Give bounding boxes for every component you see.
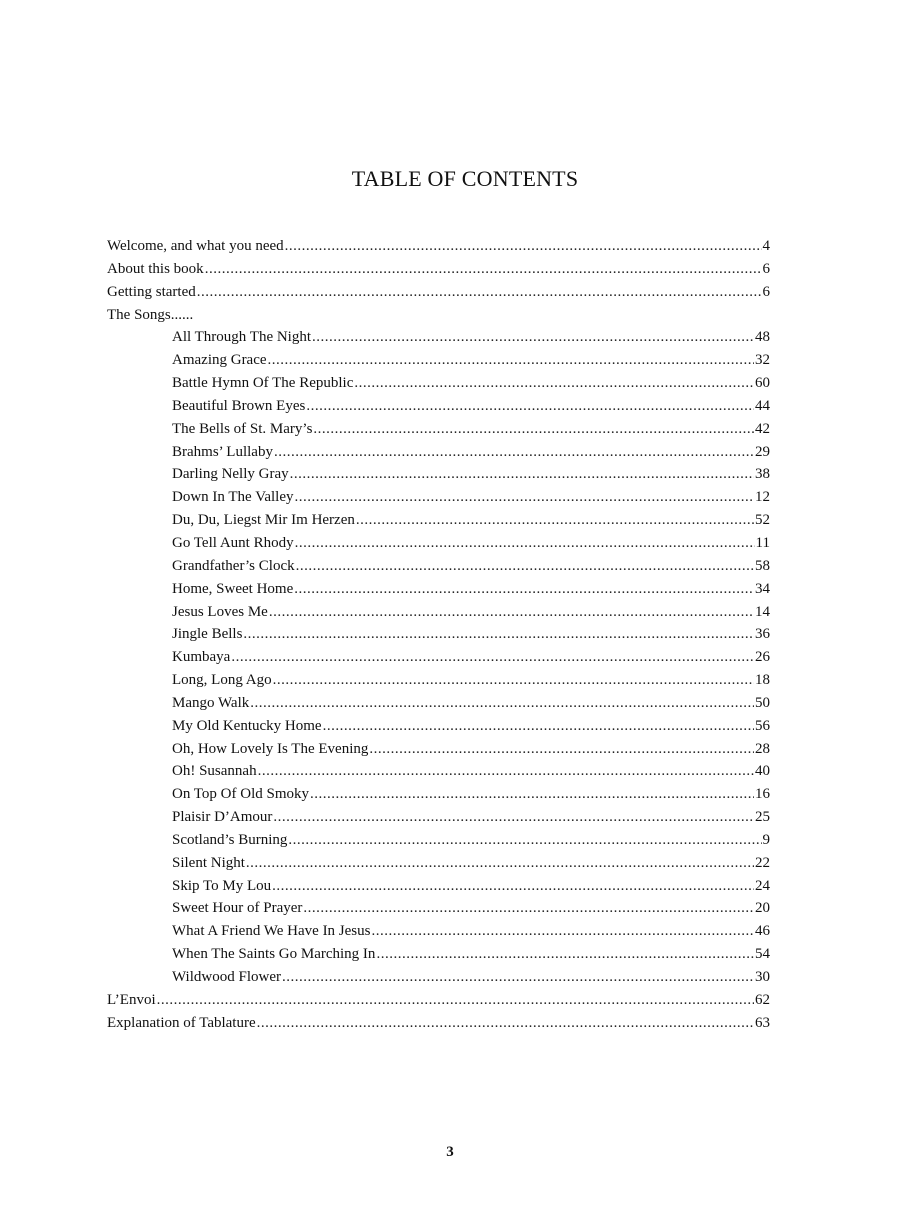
toc-entry (107, 281, 770, 304)
dot-leader (157, 989, 754, 1012)
song-title: Go Tell Aunt Rhody (172, 534, 294, 551)
toc-song-entry (107, 623, 770, 646)
song-title: Long, Long Ago (172, 672, 272, 689)
song-page: 60 (755, 375, 770, 392)
toc-song-entry (107, 783, 770, 806)
toc-song-entry (107, 326, 770, 349)
toc-song-entry (107, 806, 770, 829)
song-page: 32 (755, 352, 770, 369)
dot-leader (306, 395, 754, 418)
song-page: 16 (755, 786, 770, 803)
song-title: When The Saints Go Marching In (172, 946, 376, 963)
dot-leader (371, 920, 754, 943)
song-title: The Bells of St. Mary’s (172, 420, 313, 437)
song-page: 14 (755, 603, 770, 620)
song-title: Du, Du, Liegst Mir Im Herzen (172, 512, 355, 529)
song-page: 26 (755, 649, 770, 666)
song-title: Battle Hymn Of The Republic (172, 375, 354, 392)
toc-song-entry (107, 349, 770, 372)
song-page: 54 (755, 946, 770, 963)
toc-song-entry (107, 738, 770, 761)
song-page: 56 (755, 717, 770, 734)
dot-leader (312, 326, 754, 349)
toc-entry-title: L’Envoi (107, 991, 156, 1008)
song-title: Wildwood Flower (172, 969, 281, 985)
dot-leader (273, 806, 754, 829)
toc-entry-title: About this book (107, 260, 204, 277)
dot-leader (354, 372, 754, 395)
toc-song-entry (107, 829, 770, 852)
dot-leader (295, 486, 754, 509)
toc-section-heading (107, 304, 770, 327)
toc-entry (107, 989, 770, 1012)
song-page: 25 (755, 809, 770, 826)
song-title: Plaisir D’Amour (172, 809, 273, 826)
page-title: TABLE OF CONTENTS (351, 166, 579, 191)
toc-song-entry (107, 852, 770, 875)
table-of-contents (107, 235, 770, 1035)
toc-song-entry (107, 760, 770, 783)
song-page: 18 (755, 672, 770, 689)
toc-song-entry (107, 875, 770, 898)
song-title: Scotland’s Burning (172, 831, 288, 848)
toc-song-entry (107, 486, 770, 509)
toc-song-entry (107, 692, 770, 715)
song-page: 36 (755, 626, 770, 643)
song-title: Oh, How Lovely Is The Evening (172, 740, 369, 757)
toc-song-entry (107, 395, 770, 418)
song-page: 34 (755, 580, 770, 597)
dot-leader (310, 783, 754, 806)
dot-leader (296, 555, 754, 578)
toc-entry-page: 6 (762, 260, 770, 277)
song-title: Kumbaya (172, 649, 231, 666)
dot-leader (288, 829, 761, 852)
song-title: Grandfather’s Clock (172, 557, 295, 574)
toc-song-entry (107, 897, 770, 920)
song-title: Silent Night (172, 854, 245, 871)
toc-song-entry (107, 601, 770, 624)
toc-entry-page: 4 (762, 238, 770, 254)
song-page: 44 (755, 397, 770, 414)
dot-leader (323, 715, 754, 738)
song-title: Darling Nelly Gray (172, 466, 289, 483)
dot-leader (257, 1012, 754, 1035)
toc-song-entry (107, 669, 770, 692)
toc-entry-title: Getting started (107, 283, 196, 300)
song-page: 29 (755, 443, 770, 460)
toc-song-entry (107, 509, 770, 532)
toc-song-entry (107, 943, 770, 966)
dot-leader (369, 738, 754, 761)
dot-leader (294, 578, 754, 601)
song-title: Mango Walk (172, 694, 250, 711)
dot-leader (269, 601, 754, 624)
song-title: Brahms’ Lullaby (172, 443, 273, 460)
song-page: 58 (755, 557, 770, 574)
dot-leader (356, 509, 754, 532)
dot-leader (250, 692, 754, 715)
song-page: 20 (755, 900, 770, 917)
toc-entry-page: 6 (762, 283, 770, 300)
song-page: 9 (762, 831, 770, 848)
song-page: 42 (755, 420, 770, 437)
song-page: 52 (755, 512, 770, 529)
dot-leader (273, 669, 754, 692)
page-number: 3 (446, 1144, 454, 1160)
toc-song-entry (107, 441, 770, 464)
song-page: 30 (755, 969, 770, 985)
song-page: 24 (755, 877, 770, 894)
toc-entry (107, 235, 770, 258)
song-page: 46 (755, 923, 770, 940)
dot-leader (313, 418, 754, 441)
toc-song-entry (107, 418, 770, 441)
song-title: Sweet Hour of Prayer (172, 900, 303, 917)
song-page: 22 (755, 854, 770, 871)
dot-leader (274, 441, 754, 464)
song-title: What A Friend We Have In Jesus (172, 923, 371, 940)
song-title: Beautiful Brown Eyes (172, 397, 306, 414)
toc-song-entry (107, 463, 770, 486)
toc-entry-title: Explanation of Tablature (107, 1014, 256, 1031)
dot-leader (246, 852, 754, 875)
toc-song-entry (107, 715, 770, 738)
dot-leader (197, 281, 762, 304)
dot-leader (205, 258, 762, 281)
songs-heading: The Songs...... (107, 306, 194, 323)
song-title: Amazing Grace (172, 352, 267, 369)
dot-leader (290, 463, 754, 486)
song-page: 48 (755, 329, 770, 346)
dot-leader (243, 623, 754, 646)
song-title: All Through The Night (172, 329, 312, 346)
song-page: 40 (755, 763, 770, 780)
dot-leader (268, 349, 754, 372)
song-title: Jesus Loves Me (172, 603, 268, 620)
song-title: Jingle Bells (172, 626, 243, 643)
dot-leader (282, 966, 754, 989)
dot-leader (303, 897, 754, 920)
toc-entry-title: Welcome, and what you need (107, 238, 284, 254)
toc-song-entry (107, 966, 770, 989)
toc-entry-page: 63 (755, 1014, 770, 1031)
toc-song-entry (107, 646, 770, 669)
toc-entry-page: 62 (755, 991, 770, 1008)
song-title: Down In The Valley (172, 489, 294, 506)
dot-leader (295, 532, 755, 555)
toc-song-entry (107, 578, 770, 601)
toc-entry (107, 1012, 770, 1035)
song-title: My Old Kentucky Home (172, 717, 322, 734)
song-page: 38 (755, 466, 770, 483)
song-page: 50 (755, 694, 770, 711)
toc-song-entry (107, 555, 770, 578)
toc-song-entry (107, 532, 770, 555)
song-title: Skip To My Lou (172, 877, 272, 894)
song-page: 11 (755, 534, 770, 551)
song-title: Oh! Susannah (172, 763, 257, 780)
song-page: 12 (755, 489, 770, 506)
dot-leader (231, 646, 754, 669)
toc-entry (107, 258, 770, 281)
dot-leader (272, 875, 754, 898)
song-page: 28 (755, 740, 770, 757)
toc-song-entry (107, 920, 770, 943)
dot-leader (285, 235, 762, 258)
song-title: On Top Of Old Smoky (172, 786, 310, 803)
dot-leader (258, 760, 754, 783)
dot-leader (376, 943, 754, 966)
toc-song-entry (107, 372, 770, 395)
song-title: Home, Sweet Home (172, 580, 294, 597)
